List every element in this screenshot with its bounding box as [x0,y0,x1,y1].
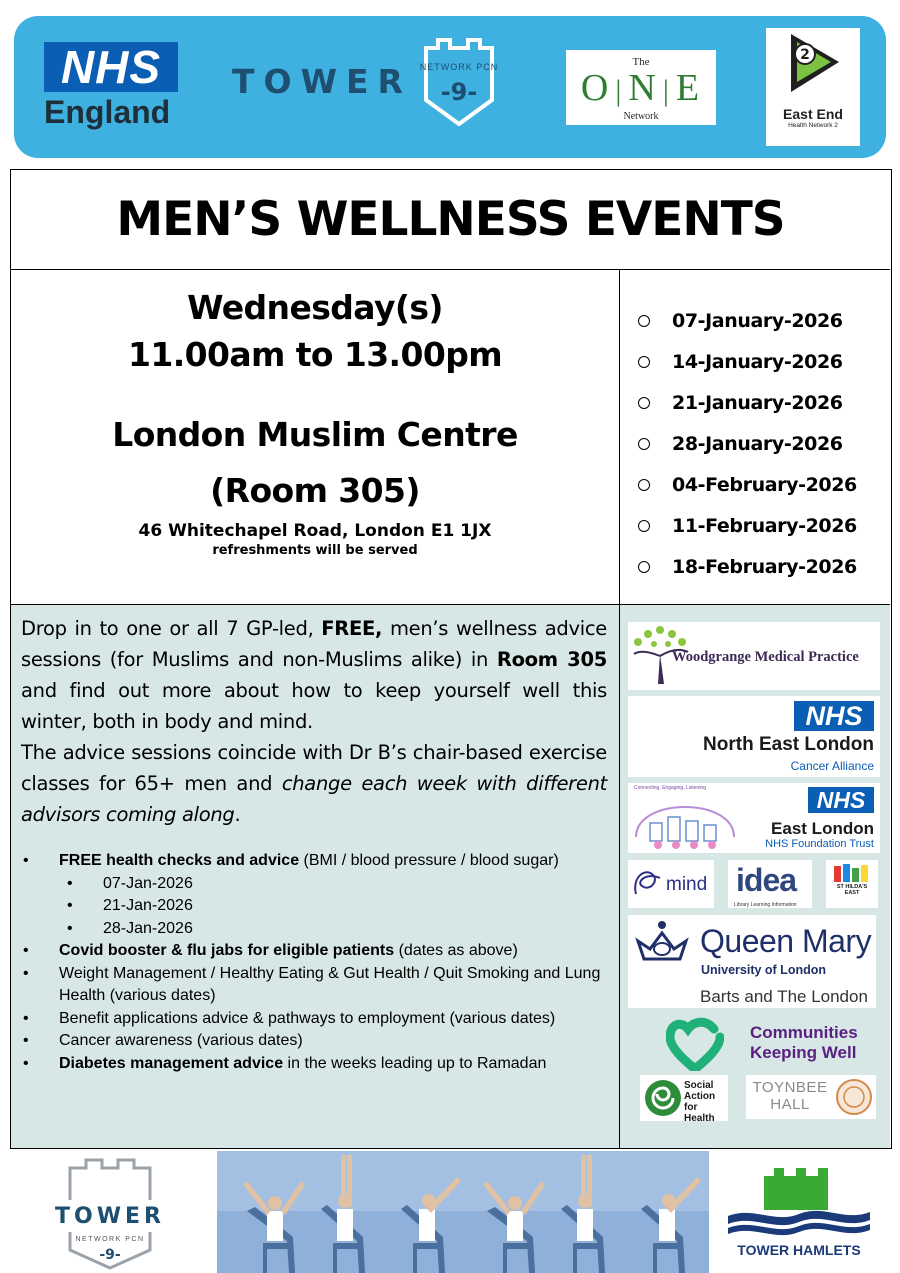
queen-mary-logo [628,915,876,1008]
description-panel [11,604,620,1148]
mind-logo [628,860,714,908]
partner-logos-panel [620,604,890,1148]
service-item: • Weight Management / Healthy Eating & Gut Health / Quit Smoking and Lung Health (various dates) [21,963,609,1008]
venue-room: (Room 305) [210,471,420,510]
date-item: 18-February-2026 [638,546,890,587]
circle-bullet-icon [638,356,650,368]
circle-bullet-icon [638,315,650,327]
elft-logo [628,783,880,853]
tower-hamlets-logo [724,1158,874,1258]
tower-footer-number: -9- [99,1247,121,1263]
qm-title: Queen Mary [700,923,872,959]
qm-barts: Barts and The London [700,987,868,1006]
tower-wordmark: TOWER [232,61,412,101]
nhs-england-logo [44,42,182,128]
east-end-subtitle: Health Network 2 [788,122,838,129]
mind-name: mind [666,874,708,895]
idea-subtitle: Library Learning Information [734,902,797,908]
nhs-mark: NHS [44,42,178,92]
page-title: MEN’S WELLNESS EVENTS [116,192,785,247]
elft-subtitle: NHS Foundation Trust [765,838,874,850]
health-check-date: • 07-Jan-2026 [59,873,609,896]
nel-title: North East London [703,734,874,755]
service-item: • FREE health checks and advice (BMI / blood pressure / blood sugar) • 07-Jan-2026 • 21-Jan-2026 • 28-Jan-2026 [21,850,609,940]
service-item: • Benefit applications advice & pathways to employment (various dates) [21,1008,609,1031]
east-end-play-icon [783,28,843,100]
health-check-date: • 28-Jan-2026 [59,918,609,941]
one-the-label: The [632,56,650,68]
date-item: 21-January-2026 [638,382,890,423]
description-paragraph: Drop in to one or all 7 GP-led, FREE, men’s wellness advice sessions (for Muslims and non-Muslims alike) in Room 305 and find out more about how to keep yourself well this winter, both in body and mind. [21,617,607,733]
event-details [11,270,620,604]
st-hildas-logo [826,860,878,908]
service-item: • Cancer awareness (various dates) [21,1030,609,1053]
nel-subtitle: Cancer Alliance [790,759,874,773]
title-row [11,170,890,270]
ckw-name: Communities Keeping Well [750,1023,858,1062]
refreshments-note: refreshments will be served [212,543,418,558]
woodgrange-name: Woodgrange Medical Practice [672,649,859,665]
sah-name: Social Action for Health [684,1080,716,1124]
tower-footer-wordmark: TOWER [55,1204,165,1229]
circle-bullet-icon [638,438,650,450]
east-end-health-network-logo [766,28,860,146]
social-action-for-health-logo [640,1075,728,1124]
seated-exercise-illustration [217,1151,709,1273]
st-hildas-name: ST HILDA'S EAST [836,884,868,896]
circle-bullet-icon [638,479,650,491]
qm-subtitle: University of London [701,963,826,977]
woodgrange-logo [628,622,880,690]
communities-keeping-well-logo [660,1015,860,1071]
health-check-dates [59,873,609,941]
elft-arc-text: Connecting, Engaging, Listening [634,785,706,791]
idea-name: idea [736,862,797,898]
circle-bullet-icon [638,520,650,532]
health-check-date: • 21-Jan-2026 [59,895,609,918]
chair-exercise-photo [217,1151,709,1273]
services-list [11,830,619,1075]
service-item: • Diabetes management advice in the weeks leading up to Ramadan [21,1053,609,1076]
community-houses-icon [630,787,740,851]
circle-bullet-icon [638,397,650,409]
tower-badge-icon [416,34,502,128]
elft-nhs-mark: NHS [808,787,874,813]
date-item: 28-January-2026 [638,423,890,464]
nel-nhs-mark: NHS [794,701,874,731]
date-item: 04-February-2026 [638,464,890,505]
tower-number: -9- [440,78,478,106]
tower-hamlets-name: TOWER HAMLETS [737,1242,861,1258]
tower-footer-network: NETWORK PCN [75,1236,145,1243]
event-day: Wednesday(s) [187,288,443,327]
event-dates-panel [620,270,890,604]
east-end-title: East End [783,106,843,122]
nhs-region: England [44,94,171,130]
tower-hamlets-castle-icon [724,1158,874,1242]
venue-name: London Muslim Centre [112,415,518,454]
tower-pcn-footer-logo [50,1158,170,1270]
sah-spiral-icon [643,1078,683,1118]
toynbee-hall-logo [746,1075,876,1119]
circle-bullet-icon [638,561,650,573]
event-table [10,169,892,1149]
date-item: 14-January-2026 [638,341,890,382]
date-item: 07-January-2026 [638,300,890,341]
ckw-heart-icon [666,1015,724,1071]
toynbee-crest-icon [834,1077,874,1117]
tower-network-label: NETWORK PCN [419,62,499,72]
event-date-list [620,270,890,587]
nel-cancer-alliance-logo [628,696,880,777]
description-paragraph-2: The advice sessions coincide with Dr B’s chair-based exercise classes for 65+ men and change each week with different advisors coming along. [21,741,608,826]
st-hildas-figures-icon [832,862,872,884]
crown-crest-icon [632,919,692,969]
idea-logo [728,860,812,908]
toynbee-name: TOYNBEE HALL [752,1079,828,1113]
venue-address: 46 Whitechapel Road, London E1 1JX [138,521,492,541]
elft-title: East London [771,819,874,838]
east-end-number: 2 [800,47,810,63]
one-letters: O | N | E [580,67,702,109]
date-item: 11-February-2026 [638,505,890,546]
the-one-network-logo [566,50,716,125]
one-network-label: Network [623,111,659,122]
tower-pcn-logo [232,34,502,128]
service-item: • Covid booster & flu jabs for eligible patients (dates as above) [21,940,609,963]
mind-swirl-icon [630,864,666,904]
event-time: 11.00am to 13.00pm [127,335,503,374]
